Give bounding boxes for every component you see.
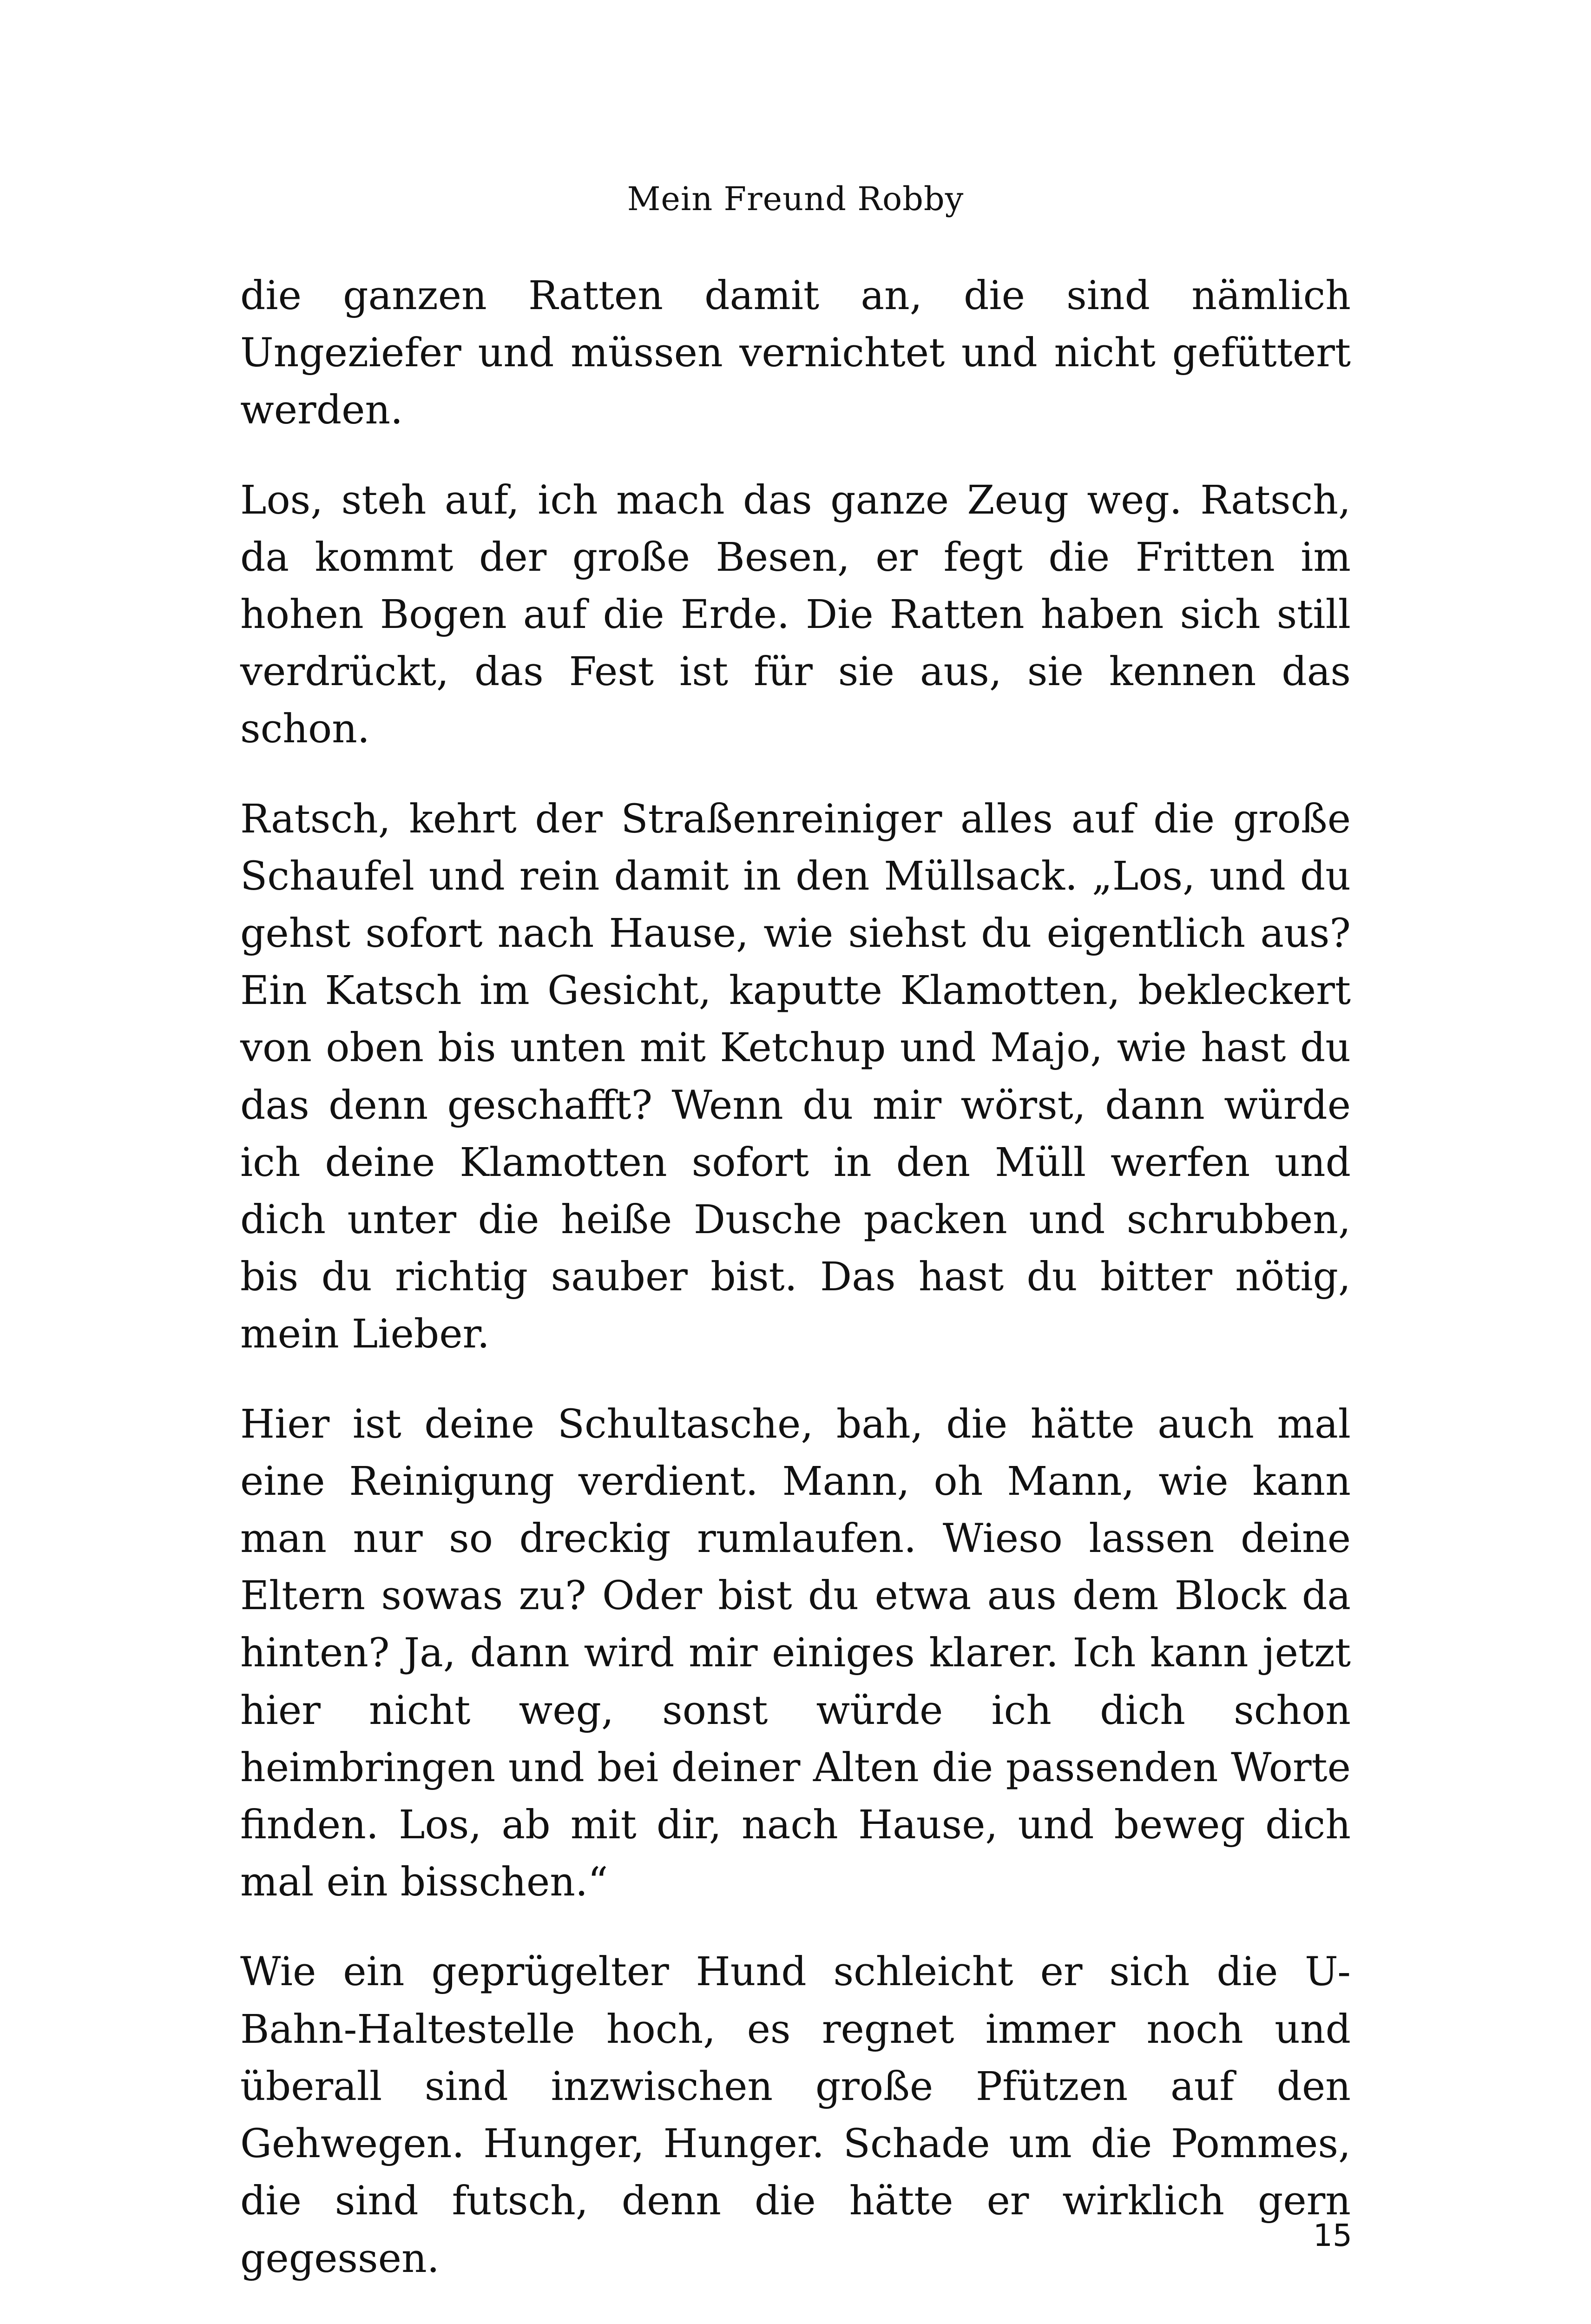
running-header: Mein Freund Robby bbox=[627, 180, 964, 218]
paragraph-1: die ganzen Ratten damit an, die sind nämlich Ungeziefer und müssen vernichtet und nicht gefüttert werden. bbox=[240, 273, 1351, 434]
page-number: 15 bbox=[1313, 2218, 1352, 2253]
paragraph-5: Wie ein geprügelter Hund schleicht er sich die U-Bahn-Haltestelle hoch, es regnet immer noch und überall sind inzwischen große Pfützen auf den Gehwegen. Hunger, Hunger. Schade um die Pommes, die sind futsch, denn die hätte er wirklich gern gegessen. bbox=[240, 1949, 1351, 2282]
body-text bbox=[240, 267, 1351, 2324]
paragraph-2: Los, steh auf, ich mach das ganze Zeug weg. Ratsch, da kommt der große Besen, er fegt die Fritten im hohen Bogen auf die Erde. Die Ratten haben sich still verdrückt, das Fest ist für sie aus, sie kennen das schon. bbox=[240, 477, 1351, 753]
paragraph-6 bbox=[240, 2320, 1351, 2324]
paragraph-3: Ratsch, kehrt der Straßenreiniger alles auf die große Schaufel und rein damit in den Müllsack. „Los, und du gehst sofort nach Hause, wie siehst du eigentlich aus? Ein Katsch im Gesicht, kaputte Klamotten, bekleckert von oben bis unten mit Ketchup und Majo, wie hast du das denn geschafft? Wenn du mir wörst, dann würde ich deine Klamotten sofort in den Müll werfen und dich unter die heiße Dusche packen und schrubben, bis du richtig sauber bist. Das hast du bitter nötig, mein Lieber. bbox=[240, 796, 1351, 1358]
paragraph-4: Hier ist deine Schultasche, bah, die hätte auch mal eine Reinigung verdient. Mann, oh Mann, wie kann man nur so dreckig rumlaufen. Wieso lassen deine Eltern sowas zu? Oder bist du etwa aus dem Block da hinten? Ja, dann wird mir einiges klarer. Ich kann jetzt hier nicht weg, sonst würde ich dich schon heimbringen und bei deiner Alten die passenden Worte finden. Los, ab mit dir, nach Hause, und beweg dich mal ein bisschen.“ bbox=[240, 1401, 1351, 1906]
